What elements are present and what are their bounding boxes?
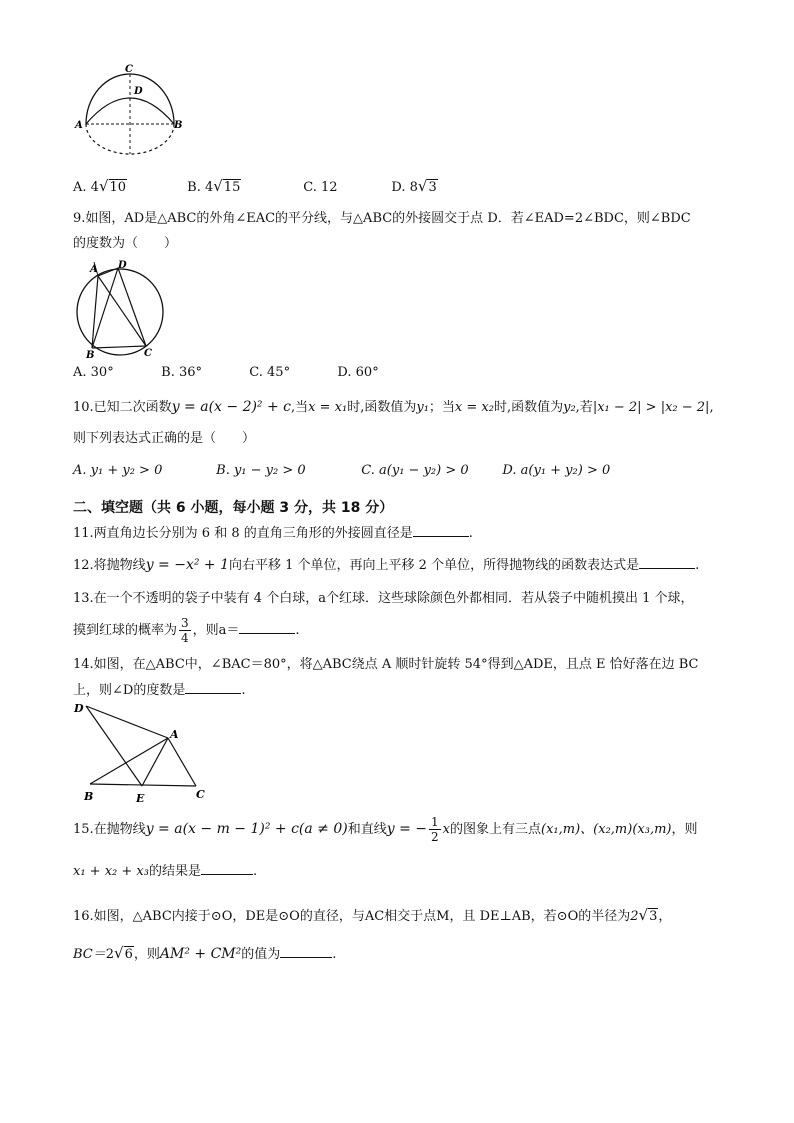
q13-fraction: $\frac{3}{4}$ xyxy=(181,616,189,645)
q14-seg-ac xyxy=(168,738,196,786)
q15-line2: x₁ + x₂ + x₃的结果是 . xyxy=(73,864,258,879)
q13-blank xyxy=(239,621,295,634)
q13-line1: 13.在一个不透明的袋子中装有 4 个白球，a个红球．这些球除颜色外都相同．若从袋子中随机摸出 1 个球， xyxy=(73,591,694,606)
q11-blank xyxy=(413,524,469,537)
q8-option-b: B. 4√15 xyxy=(187,177,241,195)
q9-figure xyxy=(72,258,172,362)
q9-options xyxy=(73,365,379,380)
q14-label-a: A xyxy=(170,728,179,741)
q9-option-a: A. 30° xyxy=(73,365,114,380)
q16-line2: BC＝2√6，则AM² + CM²的值为 . xyxy=(73,944,337,962)
q10-line2: 则下列表达式正确的是（ ） xyxy=(73,431,256,446)
q9-seg-bc xyxy=(92,346,146,348)
q8-figure xyxy=(72,62,184,160)
q8-label-a: A xyxy=(75,120,83,131)
q15-fraction: $\frac{1}{2}$ xyxy=(431,815,439,844)
q15-blank xyxy=(201,862,253,875)
q9-seg-dc xyxy=(118,268,146,346)
q9-option-c: C. 45° xyxy=(249,365,291,380)
q10-options xyxy=(73,463,610,478)
q14-label-e: E xyxy=(136,792,145,805)
q9-option-d: D. 60° xyxy=(337,365,379,380)
q9-label-d: D xyxy=(118,260,127,271)
q10-option-b: B. y₁ − y₂ > 0 xyxy=(216,463,306,478)
q14-seg-ab xyxy=(90,738,168,784)
q8-label-b: B xyxy=(174,120,183,131)
q12-line: 12.将抛物线y = −x² + 1向右平移 1 个单位，再向上平移 2 个单位，所得抛物线的函数表达式是 . xyxy=(73,557,700,573)
q14-blank xyxy=(185,681,241,694)
q10-option-c: C. a(y₁ − y₂) > 0 xyxy=(361,463,469,478)
q9-label-b: B xyxy=(86,350,95,361)
q8-label-d: D xyxy=(134,86,143,97)
q8-option-c: C. 12 xyxy=(303,180,338,195)
q13-line2: 摸到红球的概率为 $\frac{3}{4}$ ，则a＝ . xyxy=(73,616,300,645)
q14-label-d: D xyxy=(74,702,84,715)
q14-seg-da xyxy=(86,706,168,738)
q9-line1: 9.如图，AD是△ABC的外角∠EAC的平分线，与△ABC的外接圆交于点 D．若∠EAD=2∠BDC，则∠BDC xyxy=(73,211,691,226)
q9-seg-ad xyxy=(98,268,118,276)
q15-line1: 15.在抛物线y = a(x − m − 1)² + c(a ≠ 0)和直线y = − $\frac{1}{2}$ x的图象上有三点(x₁,m)、(x₂,m)(x₃,m)，则 xyxy=(73,815,698,844)
q14-label-c: C xyxy=(196,788,205,801)
q9-label-c: C xyxy=(144,348,152,359)
q8-option-a: A. 4√10 xyxy=(73,177,127,195)
q10-option-d: D. a(y₁ + y₂) > 0 xyxy=(502,463,611,478)
q11-line: 11.两直角边长分别为 6 和 8 的直角三角形的外接圆直径是 . xyxy=(73,526,473,541)
q16-line1: 16.如图，△ABC内接于⊙O，DE是⊙O的直径，与AC相交于点M，且 DE⊥AB，若⊙O的半径为2√3， xyxy=(73,906,672,924)
q14-line2: 上，则∠D的度数是 . xyxy=(73,683,246,698)
q8-options xyxy=(73,177,438,195)
q9-line2: 的度数为（ ） xyxy=(73,236,178,251)
q9-circle xyxy=(77,269,163,355)
q16-blank xyxy=(280,945,332,958)
q8-label-c: C xyxy=(125,64,133,75)
q8-option-d: D. 8√3 xyxy=(391,177,437,195)
q9-label-a: A xyxy=(90,264,98,275)
q9-seg-ac xyxy=(98,276,146,346)
q14-label-b: B xyxy=(84,790,94,803)
q14-seg-de xyxy=(86,706,142,786)
q14-figure xyxy=(72,700,212,806)
section-2-heading: 二、填空题（共 6 小题，每小题 3 分，共 18 分） xyxy=(73,500,394,516)
q12-blank xyxy=(639,556,695,569)
q10-option-a: A. y₁ + y₂ > 0 xyxy=(73,463,163,478)
q14-line1: 14.如图，在△ABC中，∠BAC＝80°，将△ABC绕点 A 顺时针旋转 54°得到△ADE，且点 E 恰好落在边 BC xyxy=(73,657,699,672)
q9-option-b: B. 36° xyxy=(161,365,203,380)
q10-line1: 10.已知二次函数y = a(x − 2)² + c,当x = x₁时,函数值为y₁；当x = x₂时,函数值为y₂,若|x₁ − 2| > |x₂ − 2|, xyxy=(73,399,714,415)
